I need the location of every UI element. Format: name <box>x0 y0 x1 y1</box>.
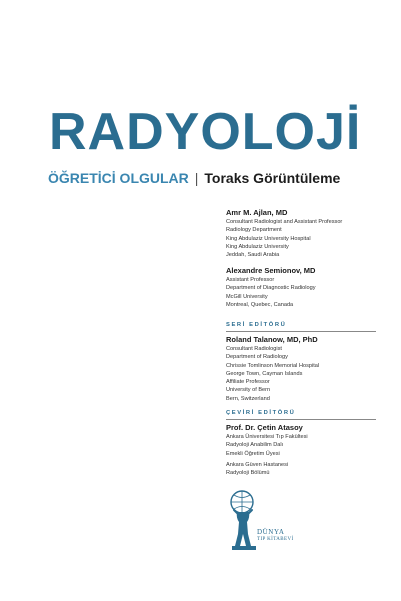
translation-editor-block <box>226 409 396 477</box>
affiliation-line: George Town, Cayman Islands <box>226 370 303 377</box>
affiliation-line: Department of Diagnostic Radiology <box>226 285 316 292</box>
author-name: Amr M. Ajlan, MD <box>226 208 288 217</box>
book-title: RADYOLOJİ <box>49 103 362 161</box>
translation-editor-affiliation <box>226 433 396 458</box>
publisher-line-2: TIP KİTABEVİ <box>257 537 294 542</box>
affiliation-line: King Abdulaziz University <box>226 243 289 250</box>
affiliation-line: Jeddah, Saudi Arabia <box>226 252 280 259</box>
author-name: Alexandre Semionov, MD <box>226 266 316 275</box>
series-editor-name: Roland Talanow, MD, PhD <box>226 335 318 344</box>
publisher-line-1: DÜNYA <box>257 528 285 536</box>
affiliation-line: Emekli Öğretim Üyesi <box>226 450 280 457</box>
affiliation-line: McGill University <box>226 293 268 300</box>
affiliation-line: Ankara Güven Hastanesi <box>226 461 289 468</box>
series-editor-affiliation <box>226 345 396 403</box>
publisher-logo-icon <box>228 488 298 554</box>
affiliation-line: Radyoloji Bölümü <box>226 470 270 477</box>
series-name: ÖĞRETİCİ OLGULAR <box>48 170 189 186</box>
author-block-1 <box>226 208 396 259</box>
translation-editor-name: Prof. Dr. Çetin Atasoy <box>226 423 303 432</box>
affiliation-line: Radyoloji Anabilim Dalı <box>226 442 284 449</box>
translation-editor-label: ÇEVİRİ EDİTÖRÜ <box>226 410 296 416</box>
affiliation-line: Department of Radiology <box>226 354 288 361</box>
series-editor-label: SERİ EDİTÖRÜ <box>226 322 287 328</box>
affiliation-line: Consultant Radiologist <box>226 346 282 352</box>
subtitle-separator: | <box>194 170 199 186</box>
publisher-name <box>257 528 294 543</box>
affiliation-line: Ankara Üniversitesi Tıp Fakültesi <box>226 434 308 440</box>
book-subtitle <box>48 170 340 186</box>
affiliation-line: University of Bern <box>226 387 271 394</box>
book-topic: Toraks Görüntüleme <box>204 170 341 186</box>
translation-editor-affiliation-2 <box>226 461 396 478</box>
author-affiliation <box>226 276 396 309</box>
affiliation-line: Affiliate Professor <box>226 379 270 386</box>
author-affiliation <box>226 218 396 259</box>
affiliation-line: Consultant Radiologist and Assistant Professor <box>226 219 343 225</box>
affiliation-line: King Abdulaziz University Hospital <box>226 235 311 242</box>
author-block-2 <box>226 266 396 309</box>
section-divider <box>226 331 376 332</box>
affiliation-line: Montreal, Quebec, Canada <box>226 301 294 308</box>
affiliation-line: Chrissie Tomlinson Memorial Hospital <box>226 362 320 369</box>
section-divider <box>226 419 376 420</box>
affiliation-line: Assistant Professor <box>226 277 275 283</box>
affiliation-line: Radiology Department <box>226 227 282 234</box>
series-editor-block <box>226 321 396 403</box>
affiliation-line: Bern, Switzerland <box>226 395 270 402</box>
